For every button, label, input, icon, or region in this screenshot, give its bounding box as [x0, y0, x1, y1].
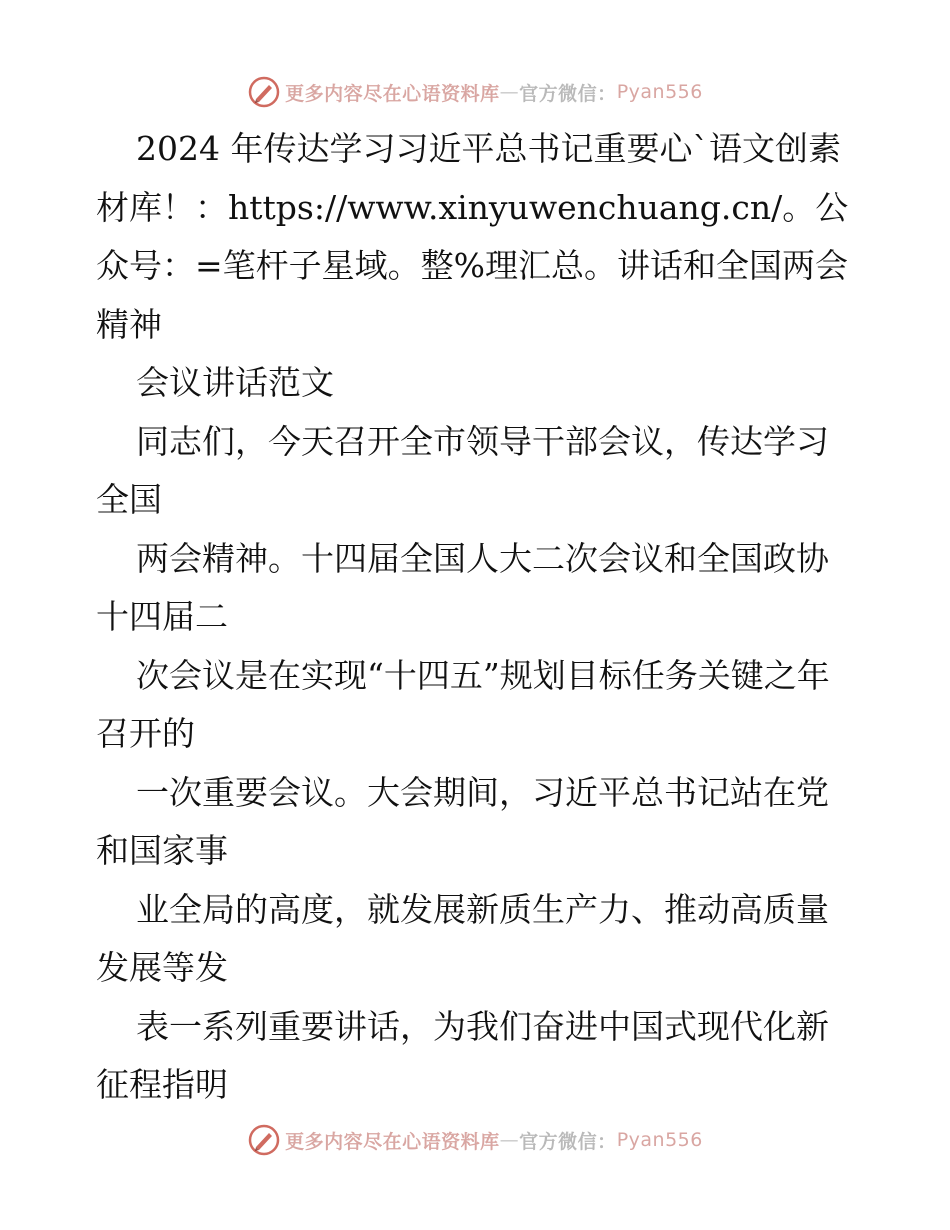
header-watermark	[0, 72, 950, 112]
paragraph: 业全局的高度，就发展新质生产力、推动高质量发展等发	[96, 889, 829, 987]
paragraph: 同志们，今天召开全市领导干部会议，传达学习全国	[96, 421, 829, 519]
paragraph-subtitle: 会议讲话范文	[136, 363, 334, 402]
watermark-label: 官方微信：	[519, 82, 617, 105]
paragraph: 一次重要会议。大会期间，习近平总书记站在党和国家事	[96, 772, 829, 870]
watermark-wechat-id: Pyan556	[616, 1129, 703, 1151]
pen-logo-icon	[247, 75, 281, 109]
watermark-main-text: 更多内容尽在心语资料库	[285, 1130, 500, 1153]
footer-watermark	[0, 1120, 950, 1160]
watermark-separator: —	[499, 1129, 520, 1151]
watermark-wechat-id: Pyan556	[616, 81, 703, 103]
watermark-label: 官方微信：	[519, 1130, 617, 1153]
paragraph: 两会精神。十四届全国人大二次会议和全国政协十四届二	[96, 538, 829, 636]
paragraph: 表一系列重要讲话，为我们奋进中国式现代化新征程指明	[96, 1006, 829, 1104]
watermark-main-text: 更多内容尽在心语资料库	[285, 82, 500, 105]
watermark-separator: —	[499, 81, 520, 103]
document-body	[96, 120, 856, 1115]
paragraph-title: 2024 年传达学习习近平总书记重要心`语文创素材库！：https://www.xinyuwenchuang.cn/。公众号：=笔杆子星域。整%理汇总。讲话和全国两会精神	[96, 129, 849, 344]
paragraph: 次会议是在实现“十四五”规划目标任务关键之年召开的	[96, 655, 830, 753]
pen-logo-icon	[247, 1123, 281, 1157]
